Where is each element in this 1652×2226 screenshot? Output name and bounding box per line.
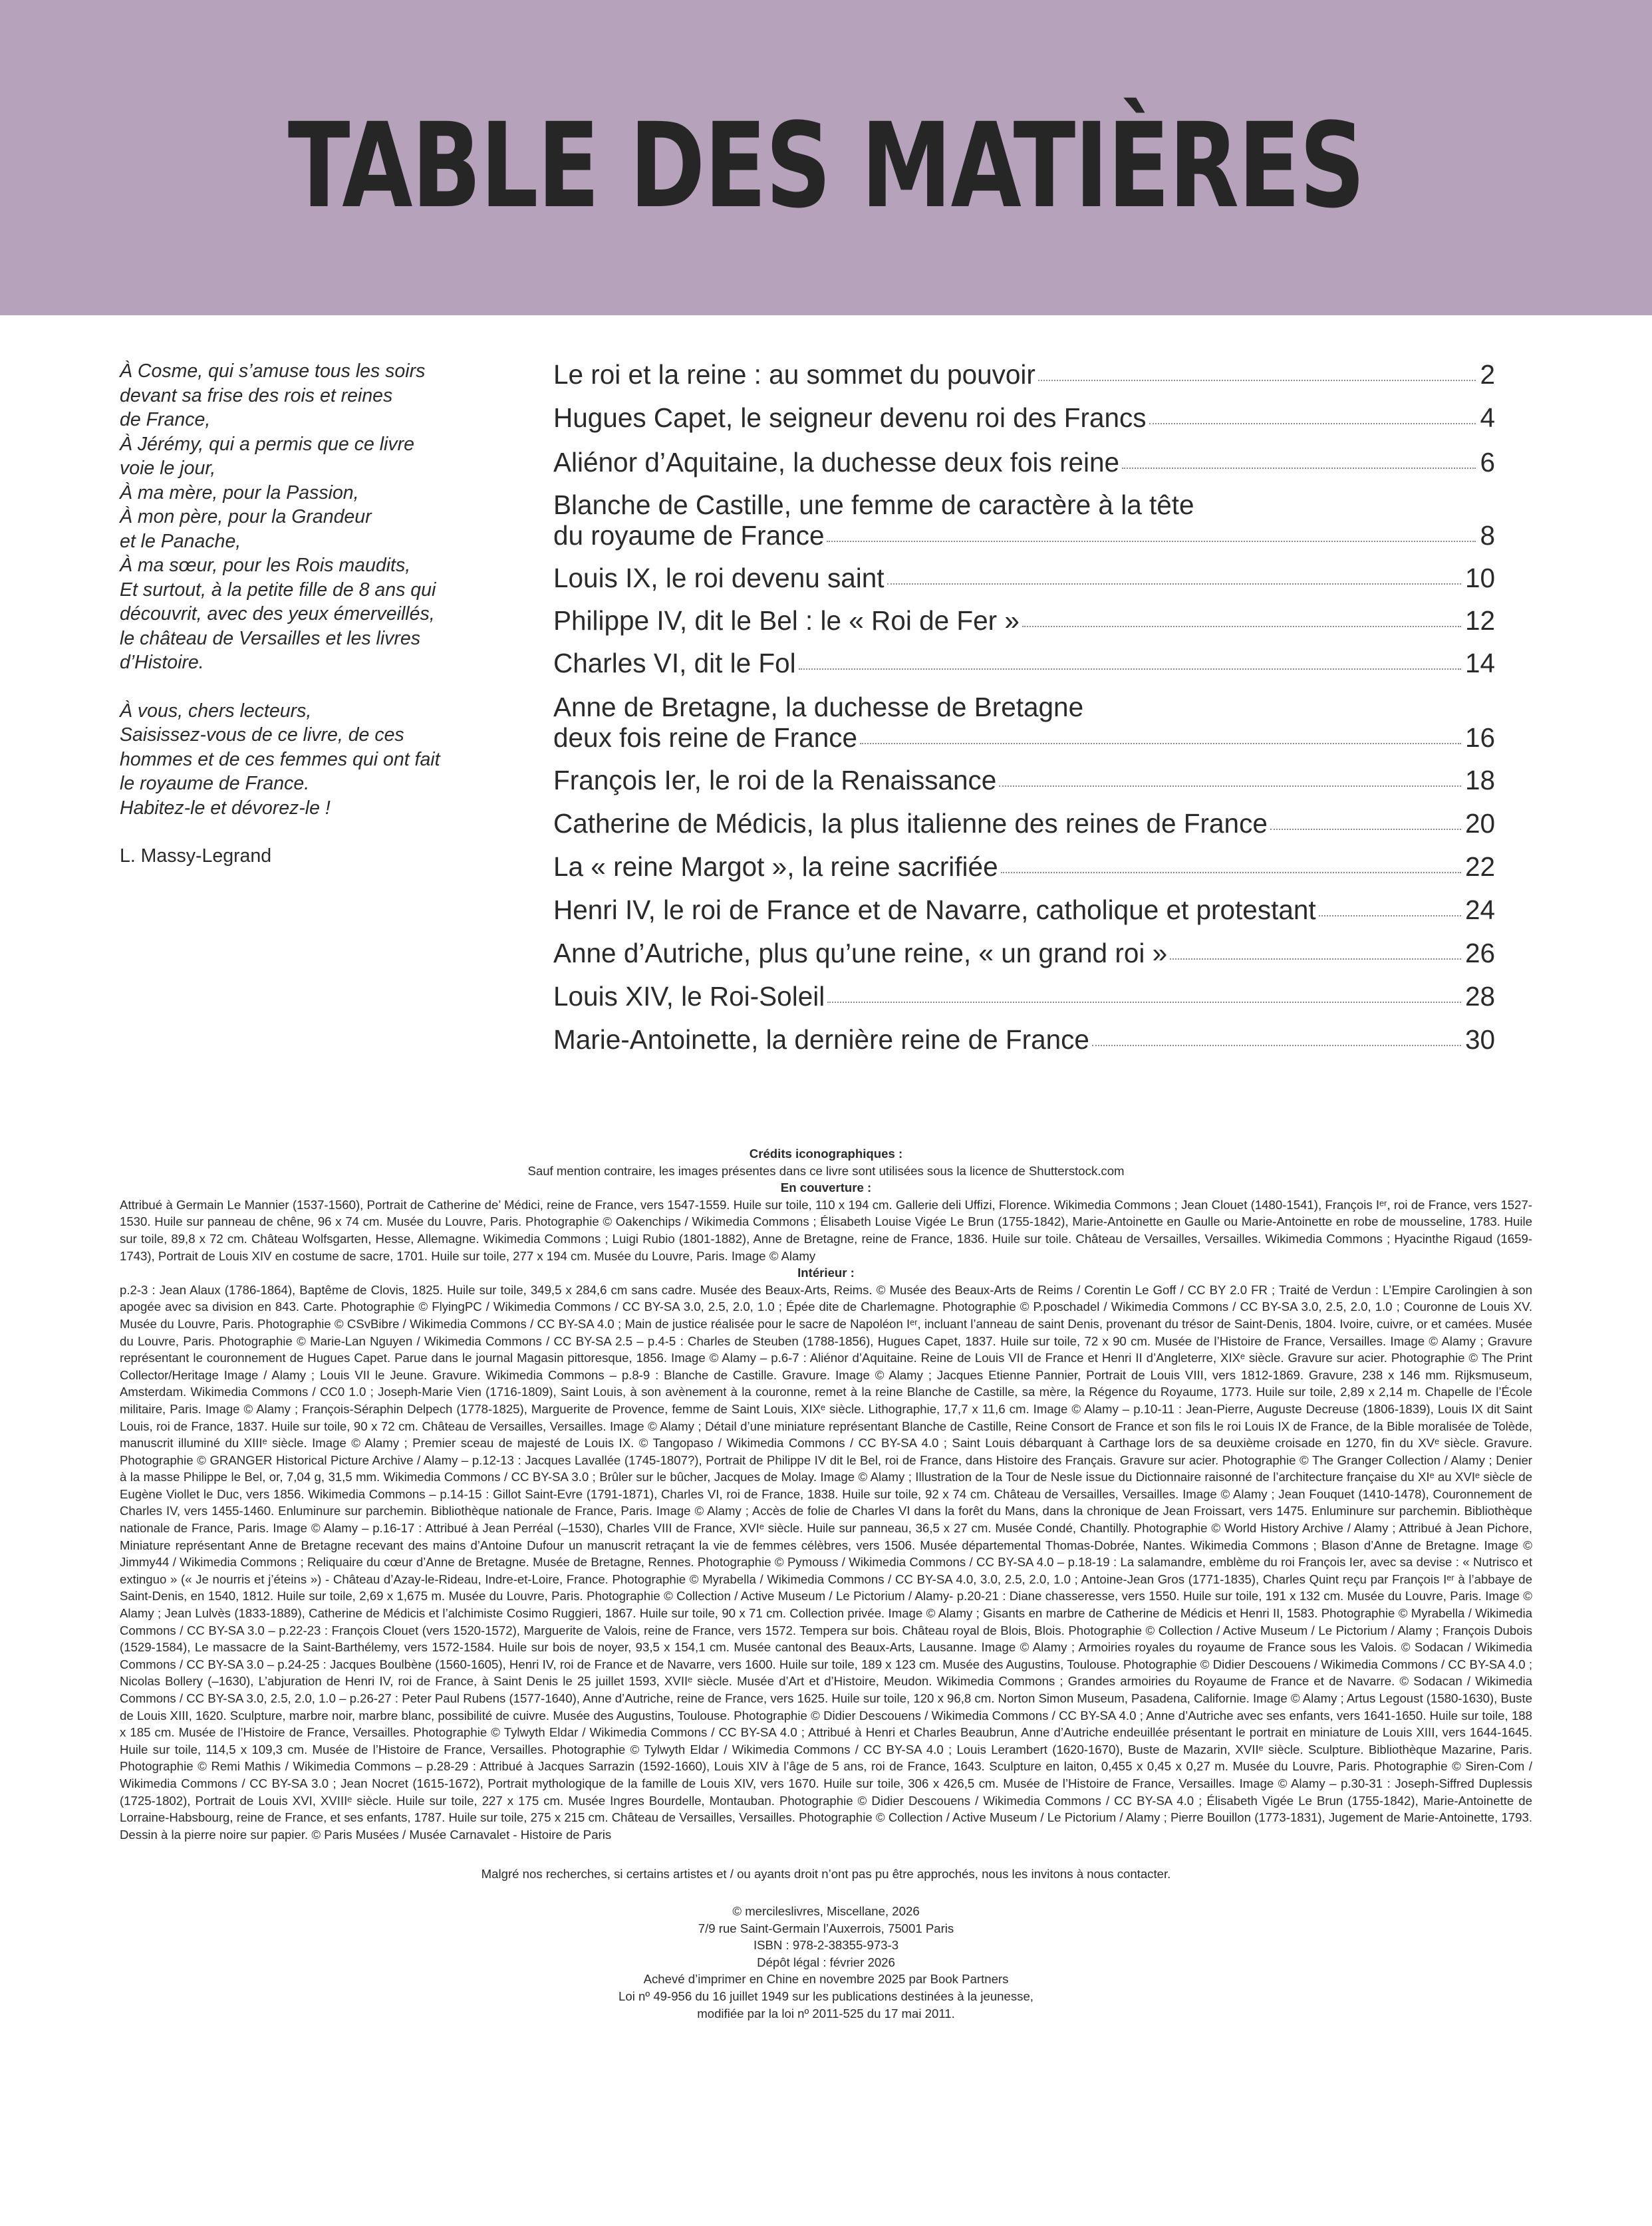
cover-credits-heading: En couverture : (780, 1181, 872, 1195)
toc-page-number: 10 (1464, 563, 1495, 593)
toc-entry[interactable] (553, 692, 1495, 753)
toc-entry[interactable] (553, 938, 1495, 968)
dedication-line: le royaume de France. (120, 773, 310, 794)
dedication-signature: L. Massy-Legrand (120, 845, 272, 867)
colophon-line: Dépôt légal : février 2026 (757, 1955, 895, 1969)
toc-leader-dots (1170, 958, 1461, 960)
dedication-line: À ma mère, pour la Passion, (120, 482, 359, 503)
toc-title: Charles VI, dit le Fol (553, 648, 796, 678)
toc-leader-dots (1149, 423, 1476, 424)
toc-title: Hugues Capet, le seigneur devenu roi des Francs (553, 402, 1147, 433)
page-title: TABLE DES MATIÈRES (287, 98, 1365, 234)
dedication-line: de France, (120, 409, 211, 430)
dedication-line: Et surtout, à la petite fille de 8 ans qui (120, 579, 436, 601)
toc-title: Philippe IV, dit le Bel : le « Roi de Fer » (553, 605, 1020, 636)
dedication-paragraph-2 (120, 699, 492, 821)
toc-title: Aliénor d’Aquitaine, la duchesse deux fois reine (553, 447, 1120, 478)
toc-entry[interactable] (553, 981, 1495, 1012)
toc-leader-dots (1001, 872, 1461, 873)
dedication-line: le château de Versailles et les livres (120, 627, 421, 649)
toc-leader-dots (999, 785, 1461, 787)
dedication-line: découvrit, avec des yeux émerveillés, (120, 603, 435, 625)
toc-title: du royaume de France (553, 520, 825, 551)
toc-entry[interactable] (553, 808, 1495, 839)
interior-credits-heading: Intérieur : (797, 1266, 855, 1280)
dedication-line: devant sa frise des rois et reines (120, 384, 393, 406)
toc-title: Catherine de Médicis, la plus italienne des reines de France (553, 808, 1268, 839)
toc-title: Anne d’Autriche, plus qu’une reine, « un grand roi » (553, 938, 1168, 968)
toc-page-number: 8 (1480, 520, 1495, 551)
toc-title: Le roi et la reine : au sommet du pouvoir (553, 359, 1035, 390)
toc-leader-dots (860, 743, 1461, 744)
toc-leader-dots (827, 541, 1476, 542)
toc-entry[interactable] (553, 359, 1495, 390)
toc-leader-dots (799, 668, 1461, 670)
toc-title: Louis IX, le roi devenu saint (553, 563, 885, 593)
toc-entry[interactable] (553, 563, 1495, 593)
toc-entry[interactable] (553, 895, 1495, 925)
dedication-line: voie le jour, (120, 458, 216, 479)
toc-title: Louis XIV, le Roi-Soleil (553, 981, 825, 1012)
toc-page-number: 30 (1464, 1024, 1495, 1055)
credits-heading: Crédits iconographiques : (749, 1147, 903, 1161)
dedication-line: À mon père, pour la Grandeur (120, 506, 372, 527)
toc-page-number: 12 (1464, 605, 1495, 636)
toc-entry[interactable] (553, 447, 1495, 478)
toc-entry[interactable] (553, 648, 1495, 678)
toc-page-number: 18 (1464, 765, 1495, 795)
colophon-line: Loi nº 49-956 du 16 juillet 1949 sur les publications destinées à la jeunesse, (619, 1989, 1033, 2003)
credits-section (120, 1145, 1532, 2022)
toc-entry[interactable] (553, 765, 1495, 795)
dedication-line: À ma sœur, pour les Rois maudits, (120, 555, 411, 576)
toc-entry[interactable] (553, 605, 1495, 636)
toc-page-number: 16 (1464, 722, 1495, 753)
dedication (120, 359, 492, 869)
dedication-line: d’Histoire. (120, 652, 204, 673)
toc-leader-dots (1022, 626, 1461, 627)
toc-title: Marie-Antoinette, la dernière reine de France (553, 1024, 1089, 1055)
toc-leader-dots (887, 583, 1461, 585)
dedication-line: À Cosme, qui s’amuse tous les soirs (120, 360, 426, 382)
toc-page-number: 20 (1464, 808, 1495, 839)
toc-leader-dots (1122, 468, 1476, 469)
toc-page-number: 22 (1464, 851, 1495, 882)
toc-leader-dots (1319, 915, 1461, 916)
toc-title: François Ier, le roi de la Renaissance (553, 765, 997, 795)
toc-leader-dots (827, 1002, 1461, 1003)
toc-entry[interactable] (553, 1024, 1495, 1055)
toc-entry[interactable] (553, 402, 1495, 433)
dedication-line: hommes et de ces femmes qui ont fait (120, 748, 440, 770)
dedication-paragraph-1 (120, 359, 492, 675)
toc-leader-dots (1270, 829, 1461, 830)
toc-entry[interactable] (553, 851, 1495, 882)
toc-page-number: 24 (1464, 895, 1495, 925)
dedication-line: À vous, chers lecteurs, (120, 700, 312, 722)
rights-notice: Malgré nos recherches, si certains artistes et / ou ayants droit n’ont pas pu être approchés, nous les invitons à nous contacter. (481, 1867, 1171, 1881)
toc-title-line-1: Anne de Bretagne, la duchesse de Bretagne (553, 692, 1084, 722)
toc-page-number: 28 (1464, 981, 1495, 1012)
toc-page-number: 2 (1480, 359, 1495, 390)
colophon-line: 7/9 rue Saint-Germain l’Auxerrois, 75001 Paris (698, 1921, 954, 1935)
dedication-line: À Jérémy, qui a permis que ce livre (120, 433, 414, 455)
colophon (120, 1903, 1532, 2022)
dedication-line: Habitez-le et dévorez-le ! (120, 797, 331, 819)
toc-page-number: 14 (1464, 648, 1495, 678)
dedication-line: et le Panache, (120, 530, 241, 552)
cover-credits-text: Attribué à Germain Le Mannier (1537-1560), Portrait de Catherine de’ Médici, reine de France, vers 1547-1559. Huile sur toile, 110 x 194 cm. Gallerie deli Uffizi, Florence. Wikimedia Commons ; Jean Clouet (1480-1541), François Iᵉʳ, roi de France, vers 1527-1530. Huile sur panneau de chêne, 96 x 74 cm. Musée du Louvre, Paris. Photographie © Oakenchips / Wikimedia Commons ; Élisabeth Louise Vigée Le Brun (1755-1842), Marie-Antoinette en Gaulle ou Marie-Antoinette en robe de mousseline, 1783. Huile sur toile, 89,8 x 72 cm. Château Wolfsgarten, Hesse, Allemagne. Wikimedia Commons ; Luigi Rubio (1801-1882), Anne de Bretagne, reine de France, 1836. Huile sur toile. Château de Versailles, Versailles. Wikimedia Commons ; Hyacinthe Rigaud (1659-1743), Portrait de Louis XIV en costume de sacre, 1701. Huile sur toile, 277 x 194 cm. Musée du Louvre, Paris. Image © Alamy (120, 1197, 1532, 1263)
toc-title: deux fois reine de France (553, 722, 858, 753)
colophon-line: © mercileslivres, Miscellane, 2026 (732, 1903, 920, 1918)
colophon-line: Achevé d’imprimer en Chine en novembre 2025 par Book Partners (643, 1972, 1009, 1987)
toc-entry[interactable] (553, 489, 1495, 551)
toc-page-number: 6 (1480, 447, 1495, 478)
colophon-line: modifiée par la loi nº 2011-525 du 17 mai 2011. (697, 2006, 955, 2020)
toc-title: Henri IV, le roi de France et de Navarre, catholique et protestant (553, 895, 1316, 925)
credits-intro: Sauf mention contraire, les images présentes dans ce livre sont utilisées sous la licence de Shutterstock.com (527, 1163, 1125, 1178)
toc-leader-dots (1092, 1045, 1461, 1046)
interior-credits-text: p.2-3 : Jean Alaux (1786-1864), Baptême de Clovis, 1825. Huile sur toile, 349,5 x 284,6 cm sans cadre. Musée des Beaux-Arts, Reims. © Musée des Beaux-Arts de Reims / Corentin Le Goff / CC BY 2.0 FR ; Traité de Verdun : L’Empire Carolingien à son apogée avec sa division en 843. Carte. Photographie © FlyingPC / Wikimedia Commons / CC BY-SA 3.0, 2.5, 2.0, 1.0 ; Épée dite de Charlemagne. Photographie © P.poschadel / Wikimedia Commons / CC BY-SA 3.0, 2.5, 2.0, 1.0 ; Couronne de Louis XV. Musée du Louvre, Paris. Photographie © CSvBibre / Wikimedia Commons / CC BY-SA 4.0 ; Main de justice réalisée pour le sacre de Napoléon Iᵉʳ, incluant l’anneau de saint Denis, provenant du trésor de Saint-Denis, 1804. Ivoire, cuivre, or et camées. Musée du Louvre, Paris. Photographie © Marie-Lan Nguyen / Wikimedia Commons / CC BY-SA 2.5 – p.4-5 : Charles de Steuben (1788-1856), Hugues Capet, 1837. Huile sur toile, 72 x 90 cm. Musée de l’Histoire de France, Versailles. Image © Alamy ; Gravure représentant le couronnement de Hugues Capet. Parue dans le journal Magasin pittoresque, 1856. Image © Alamy – p.6-7 : Aliénor d’Aquitaine. Reine de Louis VII de France et Henri II d’Angleterre, XIXᵉ siècle. Gravure sur acier. Photographie © The Print Collector/Heritage Image / Alamy ; Louis VII le Jeune. Gravure. Wikimedia Commons – p.8-9 : Blanche de Castille. Gravure. Image © Alamy ; Jacques Etienne Pannier, Portrait de Louis VIII, vers 1812-1869. Gravure, 238 x 146 mm. Rijksmuseum, Amsterdam. Wikimedia Commons / CC0 1.0 ; Joseph-Marie Vien (1716-1809), Saint Louis, à son avènement à la couronne, remet à la reine Blanche de Castille, sa mère, la Régence du Royaume, 1773. Huile sur toile, 2,89 x 2,14 m. Chapelle de l’École militaire, Paris. Image © Alamy ; François-Séraphin Delpech (1778-1825), Marguerite de Provence, femme de Saint Louis, XIXᵉ siècle. Lithographie, 17,7 x 11,6 cm. Image © Alamy – p.10-11 : Jean-Pierre, Auguste Decreuse (1806-1839), Louis IX dit Saint Louis, roi de France, 1837. Huile sur toile, 90 x 72 cm. Château de Versailles, Versailles. Image © Alamy ; Détail d’une miniature représentant Blanche de Castille, Reine Consort de France et son fils le roi Louis IX de France, de la Bible moralisée de Tolède, manuscrit illuminé du XIIIᵉ siècle. Image © Alamy ; Premier sceau de majesté de Louis IX. © Tangopaso / Wikimedia Commons / CC BY-SA 4.0 ; Saint Louis débarquant à Carthage lors de sa deuxième croisade en 1270, fin du XVᵉ siècle. Gravure. Photographie © GRANGER Historical Picture Archive / Alamy – p.12-13 : Jacques Lavallée (1745-1807?), Portrait de Philippe IV dit le Bel, roi de France, dans Histoire des Français. Gravure sur acier. Photographie © The Granger Collection / Alamy ; Denier à la masse Philippe le Bel, or, 7,04 g, 31,5 mm. Wikimedia Commons / CC BY-SA 3.0 ; Brûler sur le bûcher, Jacques de Molay. Image © Alamy ; Illustration de la Tour de Nesle issue du Dictionnaire raisonné de l’architecture française du XIᵉ au XVIᵉ siècle de Eugène Viollet le Duc, vers 1856. Wikimedia Commons – p.14-15 : Gillot Saint-Evre (1791-1871), Charles VI, roi de France, 1838. Huile sur toile, 92 x 74 cm. Château de Versailles, Versailles. Image © Alamy ; Jean Fouquet (1410-1478), Couronnement de Charles IV, vers 1455-1460. Enluminure sur parchemin. Bibliothèque nationale de France, Paris. Image © Alamy ; Accès de folie de Charles VI dans la forêt du Mans, dans la chronique de Jean Froissart, vers 1475. Enluminure sur parchemin. Bibliothèque nationale de France, Paris. Image © Alamy – p.16-17 : Attribué à Jean Perréal (–1530), Charles VIII de France, XVIᵉ siècle. Huile sur panneau, 36,5 x 27 cm. Musée Condé, Chantilly. Photographie © World History Archive / Alamy ; Attribué à Jean Pichore, Miniature représentant Anne de Bretagne recevant des mains d’Antoine Dufour un manuscrit retraçant la vie de femmes célèbres, vers 1506. Musée départemental Thomas-Dobrée, Nantes. Wikimedia Commons ; Blason d’Anne de Bretagne. Image © Jimmy44 / Wikimedia Commons ; Reliquaire du cœur d’Anne de Bretagne. Musée de Bretagne, Rennes. Photographie © Pymouss / Wikimedia Commons / CC BY-SA 4.0 – p.18-19 : La salamandre, emblème du roi François Ier, avec sa devise : « Nutrisco et extinguo » (« Je nourris et j’éteins ») - Château d’Azay-le-Rideau, Indre-et-Loire, France. Photographie © Myrabella / Wikimedia Commons / CC BY-SA 4.0, 3.0, 2.5, 2.0, 1.0 ; Antoine-Jean Gros (1771-1835), Charles Quint reçu par François Iᵉʳ à l’abbaye de Saint-Denis, en 1540, 1812. Huile sur toile, 2,69 x 1,675 m. Musée du Louvre, Paris. Photographie © Collection / Active Museum / Le Pictorium / Alamy- p.20-21 : Diane chasseresse, vers 1550. Huile sur toile, 191 x 132 cm. Musée du Louvre, Paris. Image © Alamy ; Jean Lulvès (1833-1889), Catherine de Médicis et l’alchimiste Cosimo Ruggieri, 1867. Huile sur toile, 90 x 71 cm. Collection privée. Image © Alamy ; Gisants en marbre de Catherine de Médicis et Henri II, 1583. Photographie © Myrabella / Wikimedia Commons / CC BY-SA 3.0 – p.22-23 : François Clouet (vers 1520-1572), Marguerite de Valois, reine de France, vers 1572. Tempera sur bois. Château royal de Blois, Blois. Photographie © Collection / Active Museum / Le Pictorium / Alamy ; François Dubois (1529-1584), Le massacre de la Saint-Barthélemy, vers 1572-1584. Huile sur bois de noyer, 93,5 x 154,1 cm. Musée cantonal des Beaux-Arts, Lausanne. Image © Alamy ; Armoiries royales du royaume de France sous les Valois. © Sodacan / Wikimedia Commons / CC BY-SA 3.0 – p.24-25 : Jacques Boulbène (1560-1605), Henri IV, roi de France et de Navarre, vers 1600. Huile sur toile, 189 x 123 cm. Musée des Augustins, Toulouse. Photographie © Didier Descouens / Wikimedia Commons / CC BY-SA 4.0 ; Nicolas Bollery (–1630), L’abjuration de Henri IV, roi de France, à Saint Denis le 25 juillet 1593, XVIIᵉ siècle. Musée d’Art et d’Histoire, Meudon. Wikimedia Commons ; Grandes armoiries du Royaume de France et de Navarre. © Sodacan / Wikimedia Commons / CC BY-SA 3.0, 2.5, 2.0, 1.0 – p.26-27 : Peter Paul Rubens (1577-1640), Anne d’Autriche, reine de France, vers 1625. Huile sur toile, 120 x 96,8 cm. Norton Simon Museum, Pasadena, Californie. Image © Alamy ; Artus Legoust (1580-1630), Buste de Louis XIII, 1620. Sculpture, marbre noir, marbre blanc, possibilité de cuivre. Musée des Augustins, Toulouse. Photographie © Didier Descouens / Wikimedia Commons / CC BY-SA 4.0 ; Anne d’Autriche avec ses enfants, vers 1641-1650. Huile sur toile, 188 x 185 cm. Musée de l’Histoire de France, Versailles. Photographie © Tylwyth Eldar / Wikimedia Commons / CC BY-SA 4.0 ; Attribué à Henri et Charles Beaubrun, Anne d’Autriche endeuillée présentant le portrait en miniature de Louis XIII, vers 1644-1645. Huile sur toile, 114,5 x 109,3 cm. Musée de l’Histoire de France, Versailles. Photographie © Tylwyth Eldar / Wikimedia Commons / CC BY-SA 4.0 ; Louis Lerambert (1620-1670), Buste de Mazarin, XVIIᵉ siècle. Sculpture. Bibliothèque Mazarine, Paris. Photographie © Remi Mathis / Wikimedia Commons – p.28-29 : Attribué à Jacques Sarrazin (1592-1660), Louis XIV à l’âge de 5 ans, roi de France, 1643. Sculpture en laiton, 0,455 x 0,45 x 0,27 m. Musée du Louvre, Paris. Photographie © Siren-Com / Wikimedia Commons / CC BY-SA 3.0 ; Jean Nocret (1615-1672), Portrait mythologique de la famille de Louis XIV, vers 1670. Huile sur toile, 306 x 426,5 cm. Musée de l’Histoire de France, Versailles. Image © Alamy – p.30-31 : Joseph-Siffred Duplessis (1725-1802), Portrait de Louis XVI, XVIIIᵉ siècle. Huile sur toile, 227 x 175 cm. Musée Ingres Bourdelle, Montauban. Photographie © Didier Descouens / Wikimedia Commons / CC BY-SA 4.0 ; Élisabeth Vigée Le Brun (1755-1842), Marie-Antoinette de Lorraine-Habsbourg, reine de France, et ses enfants, 1787. Huile sur toile, 275 x 215 cm. Château de Versailles, Versailles. Photographie © Collection / Active Museum / Le Pictorium / Alamy ; Pierre Bouillon (1773-1831), Jugement de Marie-Antoinette, 1793. Dessin à la pierre noire sur papier. © Paris Musées / Musée Carnavalet - Histoire de Paris (120, 1282, 1532, 1842)
toc-title: La « reine Margot », la reine sacrifiée (553, 851, 998, 882)
dedication-line: Saisissez-vous de ce livre, de ces (120, 724, 404, 746)
header-band (0, 0, 1652, 315)
toc-leader-dots (1038, 380, 1476, 381)
colophon-line: ISBN : 978-2-38355-973-3 (753, 1938, 899, 1953)
toc-page-number: 4 (1480, 402, 1495, 433)
toc-title-line-1: Blanche de Castille, une femme de caractère à la tête (553, 489, 1194, 520)
toc-page-number: 26 (1464, 938, 1495, 968)
